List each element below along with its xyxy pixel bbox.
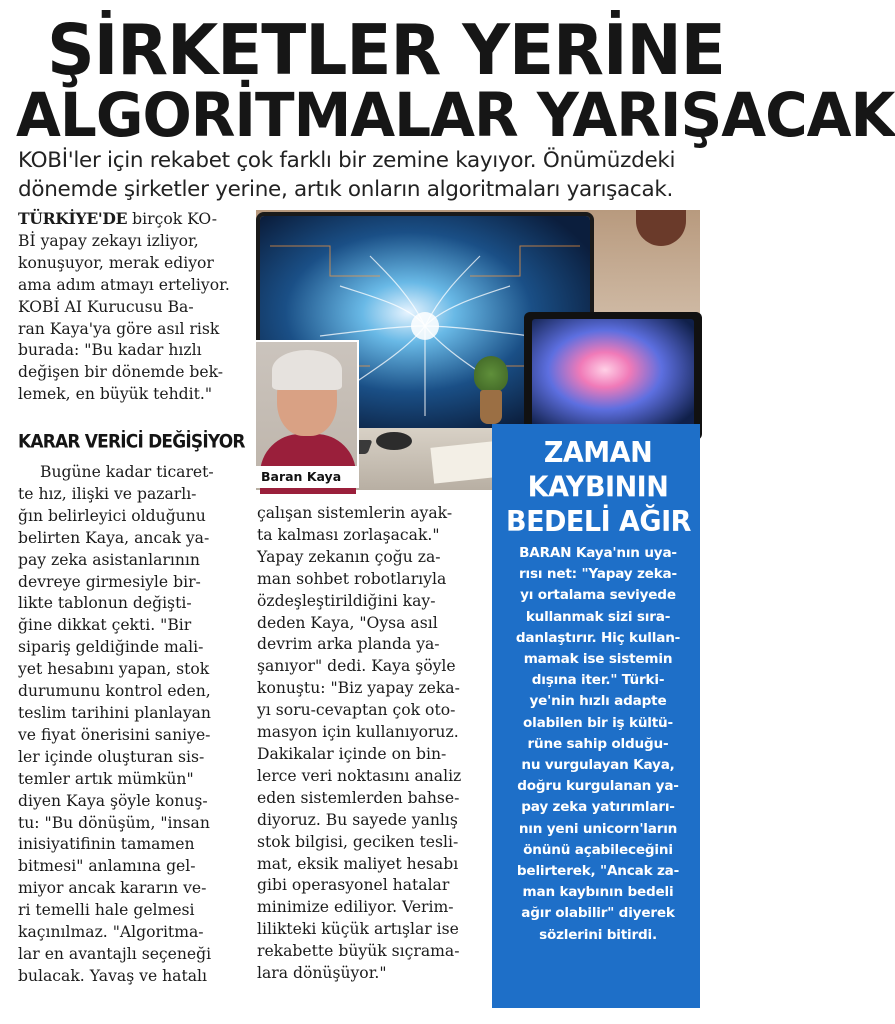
sidebar-line: ağır olabilir" diyerek [521, 905, 675, 922]
laptop-image [524, 312, 702, 440]
sidebar-line: pay zeka yatırımları- [521, 799, 675, 816]
intro-line: ran Kaya'ya göre asıl risk [18, 319, 220, 338]
article-intro [18, 208, 250, 406]
sidebar-line: belirterek, "Ancak za- [516, 863, 680, 880]
body-line: Bugüne kadar ticaret- [40, 463, 214, 481]
sidebar-line: sözlerini bitirdi. [539, 926, 657, 943]
body-line: ri temelli hale gelmesi [18, 901, 195, 920]
body-line: durumunu kontrol eden, [18, 682, 211, 701]
body-line: ta kalması zorlaşacak." [257, 525, 440, 544]
sidebar-title-line: BEDELİ AĞIR [506, 505, 691, 539]
body-line: çalışan sistemlerin ayak- [257, 504, 453, 522]
body-line: diyoruz. Bu sayede yanlış [257, 810, 458, 829]
intro-line: KOBİ AI Kurucusu Ba- [18, 297, 194, 316]
section-subhead: KARAR VERİCİ DEĞİŞİYOR [18, 431, 245, 453]
body-line: yı soru-cevaptan çok oto- [257, 701, 456, 720]
body-line: ler içinde oluşturan sis- [18, 747, 205, 766]
body-line: pay zeka asistanlarının [18, 550, 200, 569]
sidebar-line: yı ortalama seviyede [520, 587, 676, 604]
body-line: diyen Kaya şöyle konuş- [18, 791, 208, 810]
body-line: Dakikalar içinde on bin- [257, 744, 447, 763]
article-column-2 [257, 503, 487, 985]
body-line: bulacak. Yavaş ve hatalı [18, 966, 208, 985]
body-line: şanıyor" dedi. Kaya şöyle [257, 657, 456, 676]
body-line: inisiyatifinin tamamen [18, 835, 195, 854]
sidebar-line: nın yeni unicorn'ların [518, 820, 678, 837]
body-line: teslim tarihini planlayan [18, 703, 211, 722]
sidebar-line: dışına iter." Türki- [531, 672, 665, 689]
mouse-image [376, 432, 412, 450]
sidebar-line: mamak ise sistemin [523, 651, 673, 668]
body-line: lar en avantajlı seçeneği [18, 944, 212, 963]
body-line: yet hesabını yapan, stok [18, 660, 210, 679]
sidebar-title-line: KAYBININ [527, 471, 669, 504]
body-line: sipariş geldiğinde mali- [18, 638, 204, 657]
sidebar-body [506, 543, 690, 946]
body-line: mat, eksik maliyet hesabı [257, 854, 459, 873]
body-line: likte tablonun değişti- [18, 594, 192, 613]
body-line: man sohbet robotlarıyla [257, 569, 447, 588]
sidebar-line: man kaybının bedeli [522, 884, 674, 901]
sidebar-line: olabilen bir iş kültü- [523, 714, 673, 731]
sidebar-line: kullanmak sizi sıra- [525, 608, 671, 625]
sidebar-line: rısı net: "Yapay zeka- [519, 566, 677, 583]
intro-line: değişen bir dönemde bek- [18, 363, 224, 382]
body-line: Yapay zekanın çoğu za- [257, 547, 441, 566]
body-line: özdeşleştirildiğini kay- [257, 591, 436, 610]
deck-line: dönemde şirketler yerine, artık onların algoritmaları yarışacak. [18, 177, 674, 202]
portrait-photo [256, 340, 359, 488]
photo-caption: Baran Kaya [256, 466, 359, 488]
intro-line: konuşuyor, merak ediyor [18, 253, 214, 272]
headline-line-2: ALGORİTMALAR YARIŞACAK [16, 79, 895, 151]
body-line: ğın belirleyici olduğunu [18, 506, 206, 525]
body-line: deden Kaya, "Oysa asıl [257, 613, 438, 632]
intro-lead: TÜRKİYE'DE [18, 209, 128, 228]
sidebar-line: BARAN Kaya'nın uya- [519, 545, 677, 561]
intro-line: burada: "Bu kadar hızlı [18, 341, 202, 360]
body-line: konuştu: "Biz yapay zeka- [257, 679, 460, 698]
sidebar-line: önünü açabileceğini [523, 841, 673, 858]
sidebar-line: danlaştırır. Hiç kullan- [515, 629, 681, 646]
body-line: miyor ancak kararın ve- [18, 879, 207, 898]
sidebar-line: doğru kurgulanan ya- [517, 778, 679, 795]
body-line: lerce veri noktasını analiz [257, 766, 462, 785]
sidebar-title-line: ZAMAN [543, 436, 653, 470]
deck-line: KOBİ'ler için rekabet çok farklı bir zemine kayıyor. Önümüzdeki [18, 148, 676, 173]
body-line: minimize ediliyor. Verim- [257, 898, 454, 917]
body-line: gibi operasyonel hatalar [257, 876, 450, 895]
sidebar-line: nu vurgulayan Kaya, [521, 757, 675, 774]
body-line: bitmesi" anlamına gel- [18, 857, 196, 876]
plant-image [474, 356, 508, 426]
body-line: rekabette büyük sıçrama- [257, 942, 460, 961]
intro-line: lemek, en büyük tehdit." [18, 385, 213, 404]
headline-line-1: ŞİRKETLER YERİNE [47, 10, 725, 91]
body-line: stok bilgisi, geciken tesli- [257, 832, 459, 851]
body-line: lilikteki küçük artışlar ise [257, 920, 459, 939]
intro-line: birçok KO- [127, 210, 217, 228]
body-line: belirten Kaya, ancak ya- [18, 528, 210, 547]
intro-line: ama adım atmayı erteliyor. [18, 275, 230, 294]
body-line: tu: "Bu dönüşüm, "insan [18, 813, 210, 832]
article-column-1 [18, 462, 250, 988]
body-line: lara dönüşüyor." [257, 964, 387, 983]
body-line: ğine dikkat çekti. "Bir [18, 616, 192, 635]
body-line: temler artık mümkün" [18, 769, 194, 788]
body-line: te hız, ilişki ve pazarlı- [18, 484, 197, 503]
body-line: masyon için kullanıyoruz. [257, 723, 459, 742]
body-line: ve fiyat önerisini saniye- [18, 725, 211, 744]
sidebar-line: ye'nin hızlı adapte [529, 693, 667, 710]
body-line: kaçınılmaz. "Algoritma- [18, 923, 204, 942]
lamp-image [636, 210, 686, 246]
body-line: eden sistemlerden bahse- [257, 788, 460, 807]
sidebar-line: rüne sahip olduğu- [527, 735, 669, 752]
intro-line: Bİ yapay zekayı izliyor, [18, 231, 199, 250]
sidebar-box [492, 424, 700, 1008]
article-deck [18, 146, 758, 204]
sidebar-title [506, 436, 690, 540]
body-line: devrim arka planda ya- [257, 635, 440, 654]
body-line: devreye girmesiyle bir- [18, 572, 201, 591]
